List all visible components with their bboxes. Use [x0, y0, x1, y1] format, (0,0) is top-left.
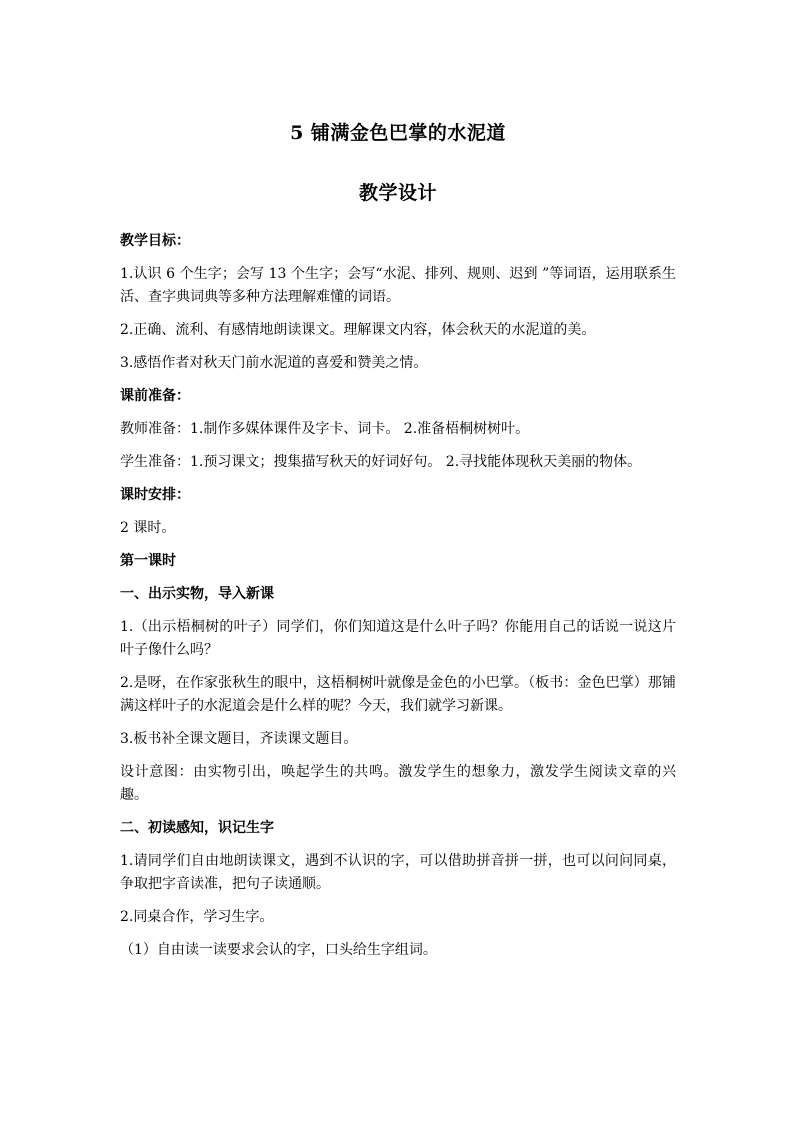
document-content: [120, 118, 676, 972]
paragraph: （1）自由读一读要求会认的字，口头给生字组词。: [120, 942, 437, 958]
paragraph: 教师准备：1.制作多媒体课件及字卡、词卡。 2.准备梧桐树树叶。: [120, 421, 530, 437]
section-heading: 第一课时: [120, 553, 176, 569]
document-body: [120, 230, 676, 962]
paragraph: 学生准备：1.预习课文；搜集描写秋天的好词好句。 2.寻找能体现秋天美丽的物体。: [120, 454, 642, 470]
paragraph: 设计意图：由实物引出，唤起学生的共鸣。激发学生的想象力，激发学生阅读文章的兴趣。: [120, 764, 676, 803]
paragraph: 3.板书补全课文题目，齐读课文题目。: [120, 731, 358, 747]
section-heading: 二、初读感知，识记生字: [120, 820, 274, 836]
paragraph: 1.（出示梧桐树的叶子）同学们，你们知道这是什么叶子吗？你能用自己的话说一说这片叶子像什么吗？: [120, 619, 676, 658]
paragraph: 2.正确、流利、有感情地朗读课文。理解课文内容，体会秋天的水泥道的美。: [120, 322, 596, 338]
paragraph: 2.同桌合作，学习生字。: [120, 909, 274, 925]
paragraph: 1.请同学们自由地朗读课文，遇到不认识的字，可以借助拼音拼一拼，也可以问问同桌，争取把字音读准，把句子读通顺。: [120, 853, 676, 892]
section-heading: 一、出示实物，导入新课: [120, 586, 274, 602]
section-heading: 课时安排：: [120, 487, 190, 503]
paragraph: 1.认识 6 个生字；会写 13 个生字；会写“水泥、排列、规则、迟到 ”等词语，运用联系生活、查字典词典等多种方法理解难懂的词语。: [120, 266, 676, 305]
paragraph: 2 课时。: [120, 520, 176, 536]
section-heading: 课前准备：: [120, 388, 190, 404]
section-heading: 教学目标：: [120, 233, 190, 249]
document-subtitle: 教学设计: [358, 182, 437, 204]
document-title: 5 铺满金色巴掌的水泥道: [290, 122, 506, 144]
paragraph: 3.感悟作者对秋天门前水泥道的喜爱和赞美之情。: [120, 355, 428, 371]
paragraph: 2.是呀，在作家张秋生的眼中，这梧桐树叶就像是金色的小巴掌。（板书：金色巴掌）那铺满这样叶子的水泥道会是什么样的呢？今天，我们就学习新课。: [120, 675, 676, 714]
